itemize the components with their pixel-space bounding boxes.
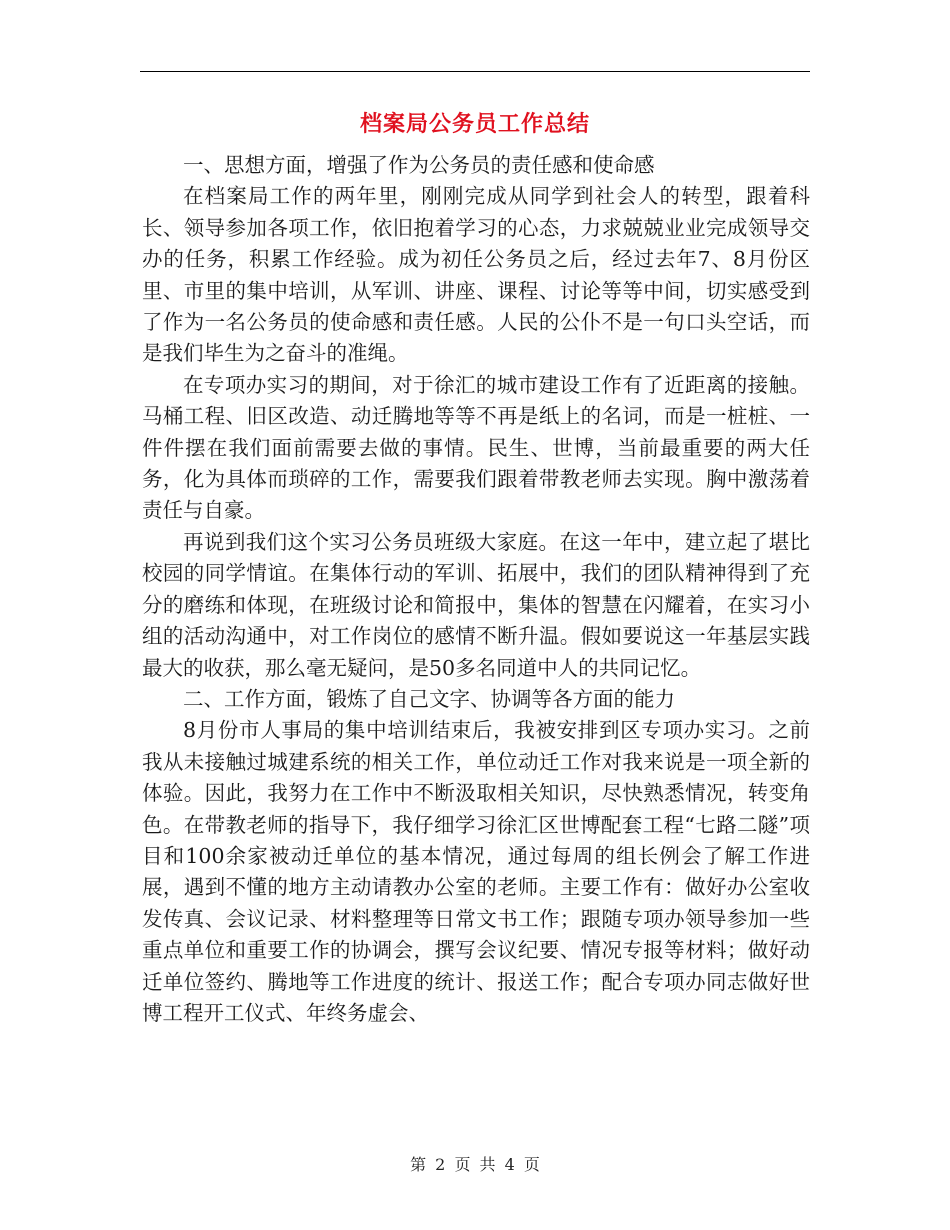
body-paragraph: 8月份市人事局的集中培训结束后，我被安排到区专项办实习。之前我从未接触过城建系统的相关工作，单位动迁工作对我来说是一项全新的体验。因此，我努力在工作中不断汲取相关知识，尽快熟悉情况，转变角色。在带教老师的指导下，我仔细学习徐汇区世博配套工程“七路二隧”项目和100余家被动迁单位的基本情况，通过每周的组长例会了解工作进展，遇到不懂的地方主动请教办公室的老师。主要工作有：做好办公室收发传真、会议记录、材料整理等日常文书工作；跟随专项办领导参加一些重点单位和重要工作的协调会，撰写会议纪要、情况专报等材料；做好动迁单位签约、腾地等工作进度的统计、报送工作；配合专项办同志做好世博工程开工仪式、年终务虚会、 (142, 718, 810, 1025)
body-paragraph: 在档案局工作的两年里，刚刚完成从同学到社会人的转型，跟着科长、领导参加各项工作，依旧抱着学习的心态，力求兢兢业业完成领导交办的任务，积累工作经验。成为初任公务员之后，经过去年7、8月份区里、市里的集中培训，从军训、讲座、课程、讨论等等中间，切实感受到了作为一名公务员的使命感和责任感。人民的公仆不是一句口头空话，而是我们毕生为之奋斗的准绳。 (142, 184, 810, 366)
header-rule (140, 71, 810, 72)
body-paragraph: 再说到我们这个实习公务员班级大家庭。在这一年中，建立起了堪比校园的同学情谊。在集体行动的军训、拓展中，我们的团队精神得到了充分的磨练和体现，在班级讨论和简报中，集体的智慧在闪耀着，在实习小组的活动沟通中，对工作岗位的感情不断升温。假如要说这一年基层实践最大的收获，那么毫无疑问，是50多名同道中人的共同记忆。 (142, 529, 810, 680)
page-footer: 第 2 页 共 4 页 (410, 1155, 540, 1174)
section-heading-1: 一、思想方面，增强了作为公务员的责任感和使命感 (183, 153, 655, 177)
document-body (142, 150, 810, 1029)
document-title: 档案局公务员工作总结 (359, 112, 590, 137)
section-heading-2: 二、工作方面，锻炼了自己文字、协调等各方面的能力 (183, 686, 675, 711)
body-paragraph: 在专项办实习的期间，对于徐汇的城市建设工作有了近距离的接触。马桶工程、旧区改造、动迁腾地等等不再是纸上的名词，而是一桩桩、一件件摆在我们面前需要去做的事情。民生、世博，当前最重要的两大任务，化为具体而琐碎的工作，需要我们跟着带教老师去实现。胸中激荡着责任与自豪。 (142, 372, 810, 523)
